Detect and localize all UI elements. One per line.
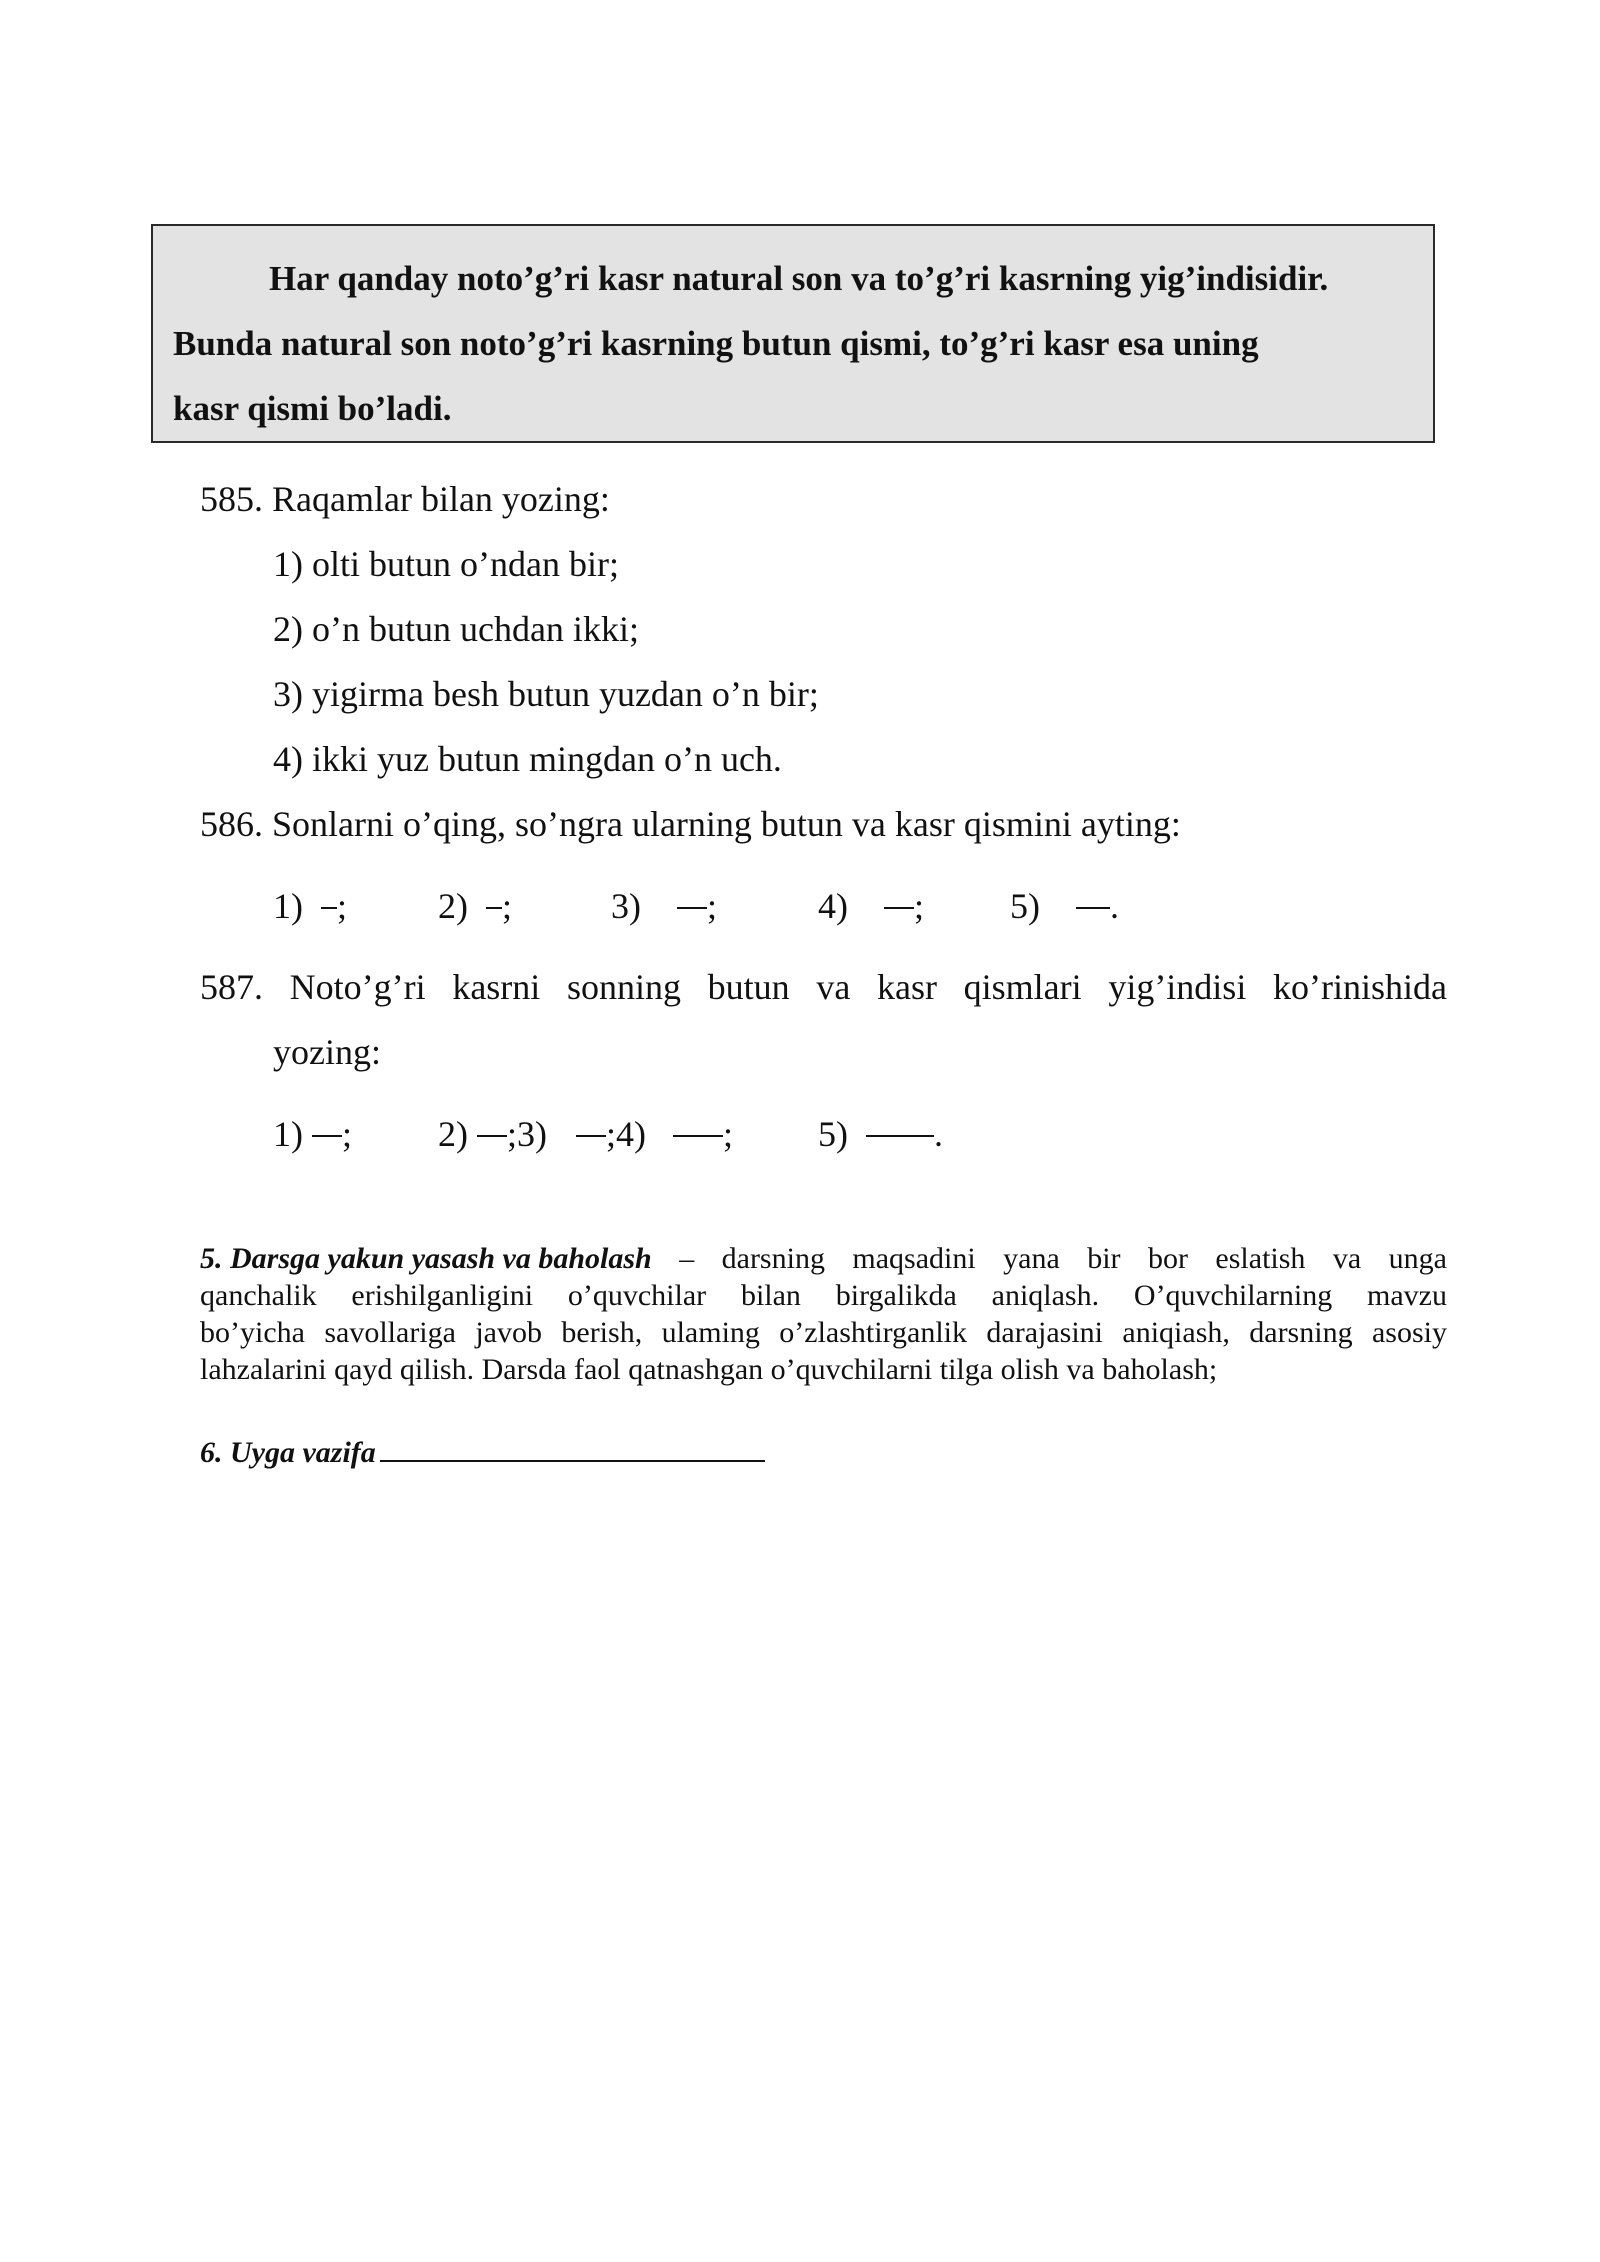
exercise-586-item-1: 1) ; — [273, 886, 348, 926]
fraction-bar — [486, 907, 502, 909]
summary-line-2: qanchalik erishilganligini o’quvchilar bilan birgalikda aniqlash. O’quvchilarning mavzu — [200, 1279, 1447, 1312]
exercise-585-item-2: 2) o’n butun uchdan ikki; — [273, 609, 639, 649]
fraction-bar — [884, 907, 914, 909]
exercise-587-title-cont: yozing: — [273, 1032, 381, 1072]
rule-line-2: Bunda natural son noto’g’ri kasrning butun qismi, to’g’ri kasr esa uning — [173, 324, 1259, 363]
fraction-bar — [477, 1135, 507, 1137]
exercise-586-item-4: 4) ; — [818, 886, 925, 926]
rule-box — [151, 224, 1435, 443]
fraction-bar — [576, 1135, 606, 1137]
exercise-587-item-3: ;4) — [576, 1109, 646, 1159]
exercise-586-title: 586. Sonlarni o’qing, so’ngra ularning butun va kasr qismini ayting: — [200, 804, 1181, 844]
summary-line-1: 5. Darsga yakun yasash va baholash – darsning maqsadini yana bir bor eslatish va unga — [200, 1242, 1447, 1275]
exercise-585-item-3: 3) yigirma besh butun yuzdan o’n bir; — [273, 674, 819, 714]
summary-line-4: lahzalarini qayd qilish. Darsda faol qatnashgan o’quvchilarni tilga olish va baholash; — [200, 1353, 1218, 1386]
exercise-586-item-3: 3) ; — [611, 886, 718, 926]
exercise-585-title: 585. Raqamlar bilan yozing: — [200, 479, 610, 519]
fraction-bar — [312, 1135, 342, 1137]
exercise-586-item-5: 5) . — [1010, 886, 1119, 926]
homework-label: 6. Uyga vazifa — [200, 1436, 376, 1469]
exercise-587-item-4: ; — [673, 1109, 733, 1159]
lesson-summary — [200, 1240, 1447, 1388]
homework-line — [200, 1432, 765, 1473]
exercise-587-item-5: 5) . — [818, 1114, 943, 1154]
exercise-587-title: 587. Noto’g’ri kasrni sonning butun va kasr qismlari yig’indisi ko’rinishida — [200, 967, 1447, 1007]
summary-heading: 5. Darsga yakun yasash va baholash — [200, 1242, 652, 1275]
fraction-bar — [866, 1135, 934, 1137]
fraction-bar — [677, 907, 707, 909]
fraction-bar — [1076, 907, 1110, 909]
exercise-587-item-2: 2) ;3) — [438, 1114, 547, 1154]
exercise-585-item-1: 1) olti butun o’ndan bir; — [273, 544, 619, 584]
exercise-587-item-1: 1) ; — [273, 1114, 353, 1154]
fraction-bar — [321, 907, 337, 909]
exercise-585-item-4: 4) ikki yuz butun mingdan o’n uch. — [273, 739, 782, 779]
homework-blank — [380, 1432, 765, 1462]
exercise-586-item-2: 2) ; — [438, 886, 513, 926]
rule-line-3: kasr qismi bo’ladi. — [173, 389, 452, 428]
rule-line-1: Har qanday noto’g’ri kasr natural son va to’g’ri kasrning yig’indisidir. — [269, 259, 1329, 298]
summary-line-3: bo’yicha savollariga javob berish, ulaming o’zlashtirganlik darajasini aniqiash, darsning asosiy — [200, 1316, 1447, 1349]
fraction-bar — [673, 1135, 723, 1137]
